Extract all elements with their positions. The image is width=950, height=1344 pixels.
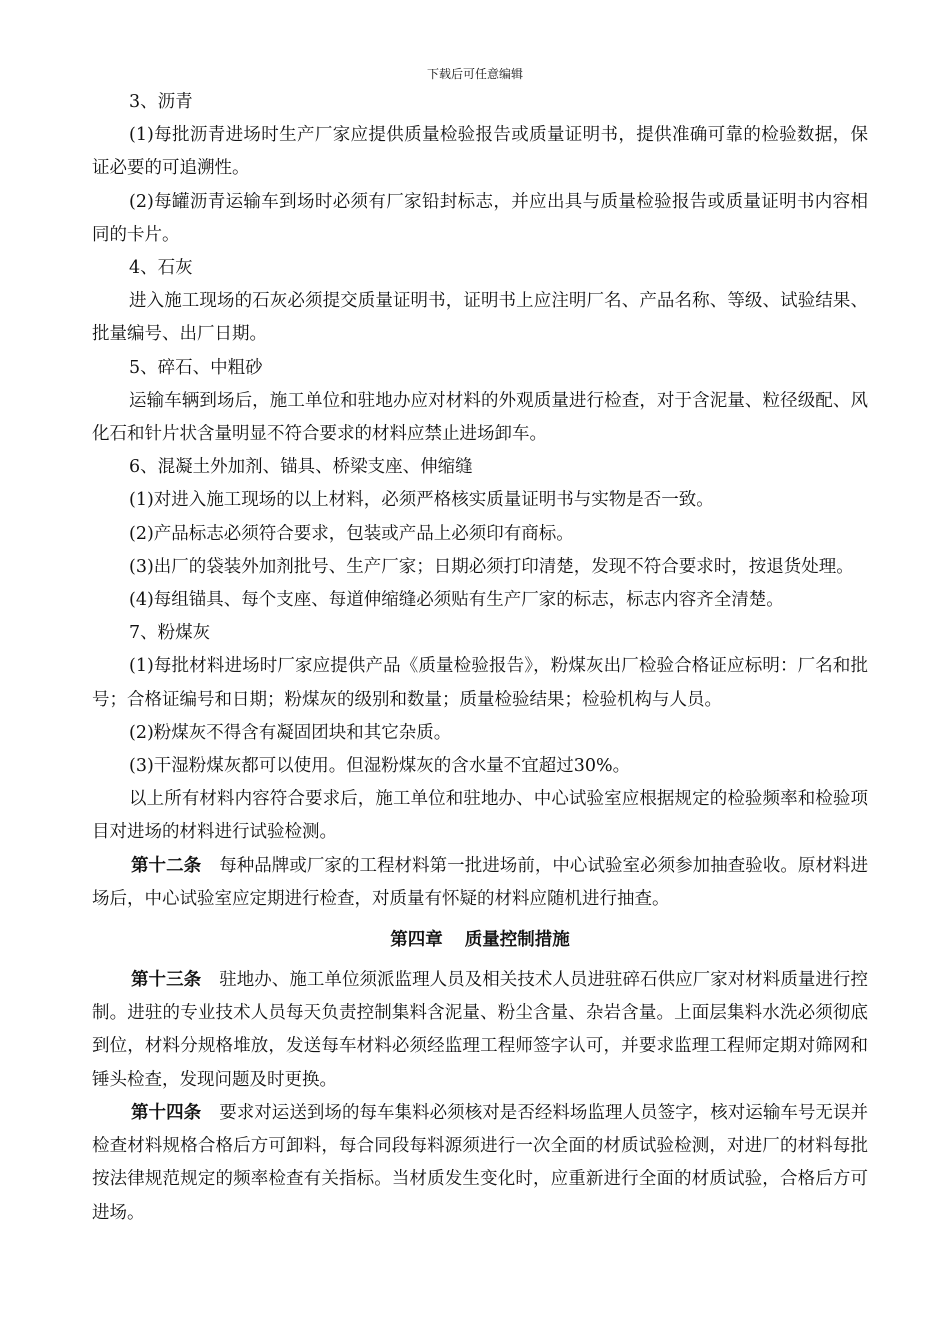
chapter-4-title: 质量控制措施 bbox=[464, 930, 570, 951]
article-13-text: 驻地办、施工单位须派监理人员及相关技术人员进驻碎石供应厂家对材料质量进行控制。进驻的专业技术人员每天负责控制集料含泥量、粉尘含量、杂岩含量。上面层集料水洗必须彻底到位，材料分规格堆放，发送每车材料必须经监理工程师签字认可，并要求监理工程师定期对筛网和锤头检查，发现问题及时更换。 bbox=[92, 970, 869, 1090]
section-3-title: 3、沥青 bbox=[129, 92, 193, 112]
section-7-item-1: (1)每批材料进场时厂家应提供产品《质量检验报告》，粉煤灰出厂检验合格证应标明：厂名和批号；合格证编号和日期；粉煤灰的级别和数量；质量检验结果；检验机构与人员。 bbox=[92, 656, 868, 710]
section-3-item-1: (1)每批沥青进场时生产厂家应提供质量检验报告或质量证明书，提供准确可靠的检验数据，保证必要的可追溯性。 bbox=[92, 125, 868, 179]
section-7-title: 7、粉煤灰 bbox=[129, 623, 211, 644]
chapter-4-number: 第四章 bbox=[390, 930, 443, 951]
section-6-item-4: (4)每组锚具、每个支座、每道伸缩缝必须贴有生产厂家的标志，标志内容齐全清楚。 bbox=[129, 590, 784, 611]
document-body bbox=[92, 86, 868, 1230]
summary-paragraph: 以上所有材料内容符合要求后，施工单位和驻地办、中心试验室应根据规定的检验频率和检验项目对进场的材料进行试验检测。 bbox=[92, 789, 868, 843]
section-7-item-3: (3)干湿粉煤灰都可以使用。但湿粉煤灰的含水量不宜超过30%。 bbox=[129, 756, 631, 777]
article-14-label: 第十四条 bbox=[131, 1102, 202, 1123]
section-4-title: 4、石灰 bbox=[129, 258, 193, 279]
article-12-text: 每种品牌或厂家的工程材料第一批进场前，中心试验室必须参加抽查验收。原材料进场后，中心试验室应定期进行检查，对质量有怀疑的材料应随机进行抽查。 bbox=[92, 855, 869, 909]
section-6-item-2: (2)产品标志必须符合要求，包装或产品上必须印有商标。 bbox=[129, 523, 574, 544]
article-13-label: 第十三条 bbox=[131, 970, 202, 991]
article-12 bbox=[92, 850, 868, 916]
section-4-text: 进入施工现场的石灰必须提交质量证明书，证明书上应注明厂名、产品名称、等级、试验结果、批量编号、出厂日期。 bbox=[92, 291, 868, 345]
section-6-item-1: (1)对进入施工现场的以上材料，必须严格核实质量证明书与实物是否一致。 bbox=[129, 490, 714, 511]
section-3-item-2: (2)每罐沥青运输车到场时必须有厂家铅封标志，并应出具与质量检验报告或质量证明书内容相同的卡片。 bbox=[92, 191, 868, 245]
section-6-item-3: (3)出厂的袋装外加剂批号、生产厂家；日期必须打印清楚，发现不符合要求时，按退货处理。 bbox=[129, 556, 854, 577]
chapter-4-heading bbox=[92, 923, 868, 957]
article-14 bbox=[92, 1097, 868, 1230]
article-14-text: 要求对运送到场的每车集料必须核对是否经料场监理人员签字，核对运输车号无误并检查材料规格合格后方可卸料，每合同段每料源须进行一次全面的材质试验检测，对进厂的材料每批按法律规范规定的频率检查有关指标。当材质发生变化时，应重新进行全面的材质试验，合格后方可进场。 bbox=[92, 1102, 869, 1223]
section-5-title: 5、碎石、中粗砂 bbox=[129, 357, 263, 378]
page-header: 下载后可任意编辑 bbox=[426, 67, 523, 81]
section-6-title: 6、混凝土外加剂、锚具、桥梁支座、伸缩缝 bbox=[129, 457, 473, 478]
article-12-label: 第十二条 bbox=[131, 855, 202, 876]
section-7-item-2: (2)粉煤灰不得含有凝固团块和其它杂质。 bbox=[129, 722, 452, 743]
section-5-text: 运输车辆到场后，施工单位和驻地办应对材料的外观质量进行检查，对于含泥量、粒径级配、风化石和针片状含量明显不符合要求的材料应禁止进场卸车。 bbox=[92, 390, 868, 445]
article-13 bbox=[92, 964, 868, 1097]
